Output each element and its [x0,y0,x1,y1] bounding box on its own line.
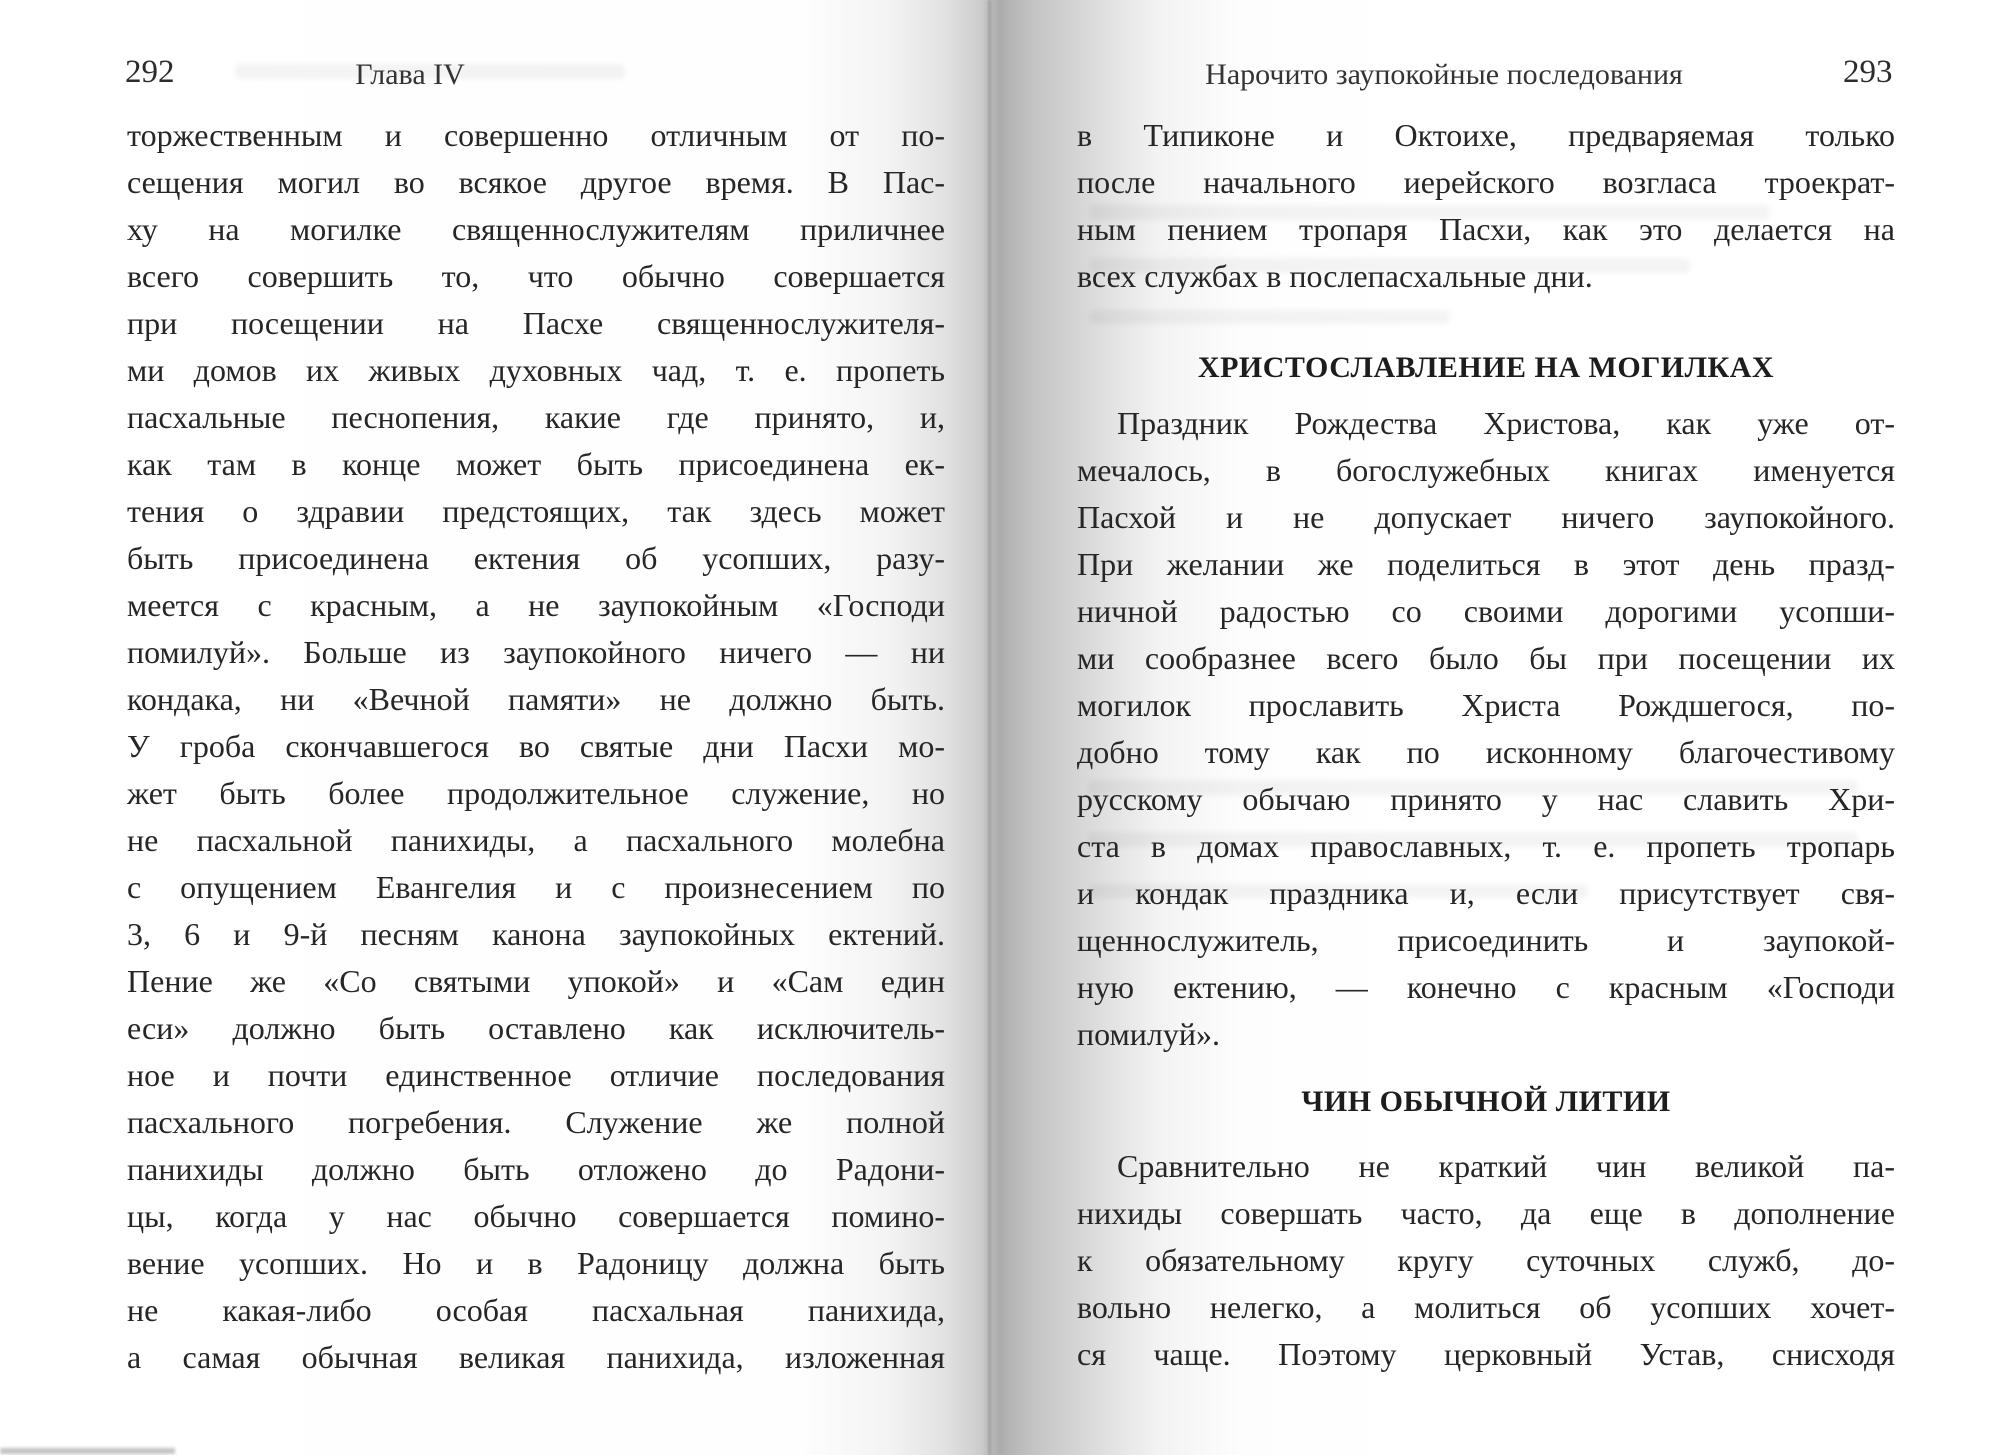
text-line: Праздник Рождества Христова, как уже от- [1117,405,1895,441]
text-line: панихиды должно быть отложено до Радони- [127,1151,945,1187]
text-line: 3, 6 и 9-й песням канона заупокойных ектений. [127,916,945,952]
text-line: ным пением тропаря Пасхи, как это делается на [1077,211,1895,247]
text-line: ми сообразнее всего было бы при посещении их [1077,640,1895,676]
text-line: сещения могил во всякое другое время. В Пас- [127,164,945,200]
left-page-body [127,112,945,1381]
text-line: щеннослужитель, присоединить и заупокой- [1077,922,1895,958]
text-line: торжественным и совершенно отличным от по- [127,117,945,153]
right-running-head: Нарочито заупокойные последования [1205,58,1683,91]
text-line: помилуй». [1077,1016,1220,1052]
left-page-number: 292 [125,54,175,90]
text-line: ху на могилке священнослужителям приличнее [127,211,945,247]
text-line: цы, когда у нас обычно совершается помино- [127,1198,945,1234]
text-line: быть присоединена ектения об усопших, разу- [127,540,945,576]
text-line: Пасхой и не допускает ничего заупокойного. [1077,499,1895,535]
text-line: вение усопших. Но и в Радоницу должна быть [127,1245,945,1281]
text-line: после начального иерейского возгласа троекрат- [1077,164,1895,200]
text-line: могилок прославить Христа Рождшегося, по- [1077,687,1895,723]
text-line: в Типиконе и Октоихе, предваряемая только [1077,117,1895,153]
text-line: ную ектению, — конечно с красным «Господи [1077,969,1895,1005]
section-heading: ЧИН ОБЫЧНОЙ ЛИТИИ [1301,1085,1671,1118]
text-line: жет быть более продолжительное служение, но [127,775,945,811]
text-line: всех службах в послепасхальные дни. [1077,258,1593,294]
text-line: не пасхальной панихиды, а пасхального молебна [127,822,945,858]
text-line: меется с красным, а не заупокойным «Господи [127,587,945,623]
text-line: помилуй». Больше из заупокойного ничего — ни [127,634,945,670]
paragraph [1077,112,1895,300]
text-line: ста в домах православных, т. е. пропеть тропарь [1077,828,1895,864]
text-line: мечалось, в богослужебных книгах именуется [1077,452,1895,488]
section-heading: ХРИСТОСЛАВЛЕНИЕ НА МОГИЛКАХ [1197,351,1775,384]
left-running-head: Глава IV [355,58,465,91]
text-line: к обязательному кругу суточных служб, до- [1077,1242,1895,1278]
right-page-body [1077,112,1895,1378]
text-line: У гроба скончавшегося во святые дни Пасхи мо- [127,728,945,764]
text-line: кондака, ни «Вечной памяти» не должно быть. [127,681,945,717]
text-line: Пение же «Со святыми упокой» и «Сам един [127,963,945,999]
paragraph [127,112,945,1381]
text-line: Сравнительно не краткий чин великой па- [1117,1148,1895,1184]
page-fold-crease [988,0,991,1455]
text-line: как там в конце может быть присоединена ек- [127,446,945,482]
text-line: русскому обычаю принято у нас славить Хри- [1077,781,1895,817]
text-line: еси» должно быть оставлено как исключитель- [127,1010,945,1046]
text-line: не какая-либо особая пасхальная панихида, [127,1292,945,1328]
paragraph [1077,1143,1895,1378]
text-line: а самая обычная великая панихида, изложенная [127,1339,945,1375]
text-line: и кондак праздника и, если присутствует свя- [1077,875,1895,911]
text-line: тения о здравии предстоящих, так здесь может [127,493,945,529]
text-line: с опущением Евангелия и с произнесением по [127,869,945,905]
text-line: при посещении на Пасхе священнослужителя- [127,305,945,341]
text-line: пасхальные песнопения, какие где принято, и, [127,399,945,435]
paragraph [1077,400,1895,1058]
scan-edge-smudge [0,1448,175,1454]
text-line: ми домов их живых духовных чад, т. е. пропеть [127,352,945,388]
text-line: всего совершить то, что обычно совершается [127,258,945,294]
text-line: ничной радостью со своими дорогими усопши- [1077,593,1895,629]
text-line: пасхального погребения. Служение же полной [127,1104,945,1140]
text-line: ся чаще. Поэтому церковный Устав, снисходя [1077,1336,1895,1372]
right-page-number: 293 [1843,54,1893,90]
text-line: нихиды совершать часто, да еще в дополнение [1077,1195,1895,1231]
text-line: ное и почти единственное отличие последования [127,1057,945,1093]
text-line: добно тому как по исконному благочестивому [1077,734,1895,770]
text-line: вольно нелегко, а молиться об усопших хочет- [1077,1289,1895,1325]
text-line: При желании же поделиться в этот день празд- [1077,546,1895,582]
